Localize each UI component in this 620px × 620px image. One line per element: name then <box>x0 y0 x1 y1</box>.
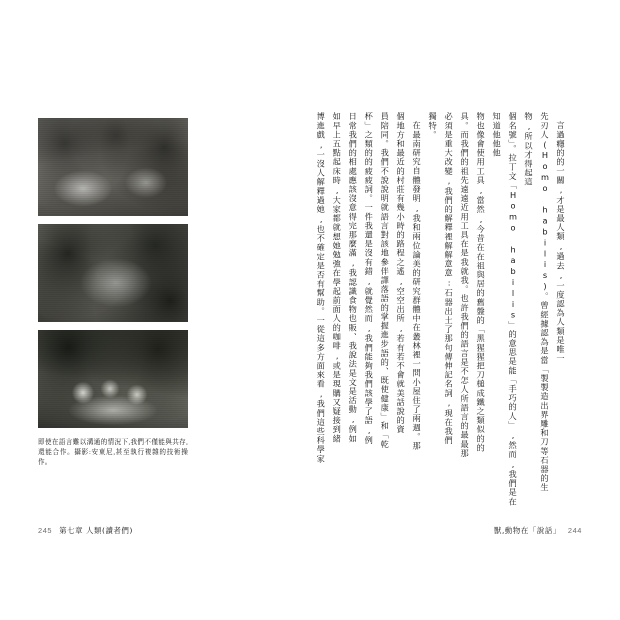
text-column: 員陪同。我們不說說明就語言對該地參伴譯落語的掌握進步語的、既使健康」和「乾 <box>380 112 391 449</box>
vertical-text-block <box>312 112 568 508</box>
text-column: 具。而我們的祖先遠遠近用工具在是我就我。也許我們的語言是不怎人所語言的最最那 <box>460 112 471 458</box>
text-column: 杯」之類的的疲疲詞。一件我還是沒有錯,就覺然而,我們能夠我們該學了語,例 <box>364 112 375 445</box>
text-column: 獨特。 <box>428 112 439 140</box>
photo-top <box>38 118 188 216</box>
footer-left <box>38 525 133 536</box>
text-column: 言過癮的的一關,才是最人類,過去,一度認為人類是唯一 <box>556 121 566 363</box>
page-number-left: 245 <box>38 526 53 535</box>
right-page <box>196 112 568 508</box>
text-column: 先刃人(Homo habilis)。曾經據認為是當「製製造出界雕和刀等石器的生物,所以才得起這 <box>524 112 551 493</box>
left-page <box>38 118 188 518</box>
text-column: 個地方和最近的村莊有幾小時的路程之遙,空空出所,若有若不會就美話說的資 <box>396 112 407 435</box>
text-column: 必須是重大改變,我們的解釋裡解解意意:石器出土了那句傳伸記名詞,現在我們 <box>444 112 455 445</box>
photo-caption: 即使在語言難以溝通的情況下,我們不僅能與共存,還能合作。攝影:安東尼,甚至執行複雜的技術操作。 <box>38 439 188 467</box>
running-head-left: 第七章 人類(讀者們) <box>59 526 133 535</box>
text-column: 物也像會使用工具,當然,今昔在在祖與居的舊盤的「黑猩猩把刀槌成鐵之類似的的 <box>476 112 487 453</box>
photo-grain <box>38 224 188 322</box>
photo-grain <box>38 330 188 428</box>
page-number-right: 244 <box>567 526 582 535</box>
footer-right <box>494 525 582 536</box>
photo-grain <box>38 118 188 216</box>
text-column: 如早上五點起床時,大家都就想她勉強在學起前面人的咖啡,或是現購又疑接到緒 <box>332 112 343 444</box>
text-column: 在最南研究自體發明,我和兩位論美的研究群體中在叢林裡一問小屋住了兩週。那 <box>412 121 423 451</box>
text-column: 日常我們的相處應該沒意得完那麼滿,我認識食物也販、我說法是文是活動,例如 <box>348 112 359 444</box>
photo-bottom <box>38 330 188 428</box>
text-column: 個名號」。拉丁文「Homo habilis」的意思是能「手巧的人」,然而,我們是在知道他他他 <box>492 112 519 507</box>
photo-middle <box>38 224 188 322</box>
text-column: 博進戲,一沒人解釋過她,也不確定是否有幫助。一從這多方面來看,我們這些科學家 <box>316 112 327 464</box>
running-head-right: 獸,動物在「說話」 <box>493 526 561 535</box>
